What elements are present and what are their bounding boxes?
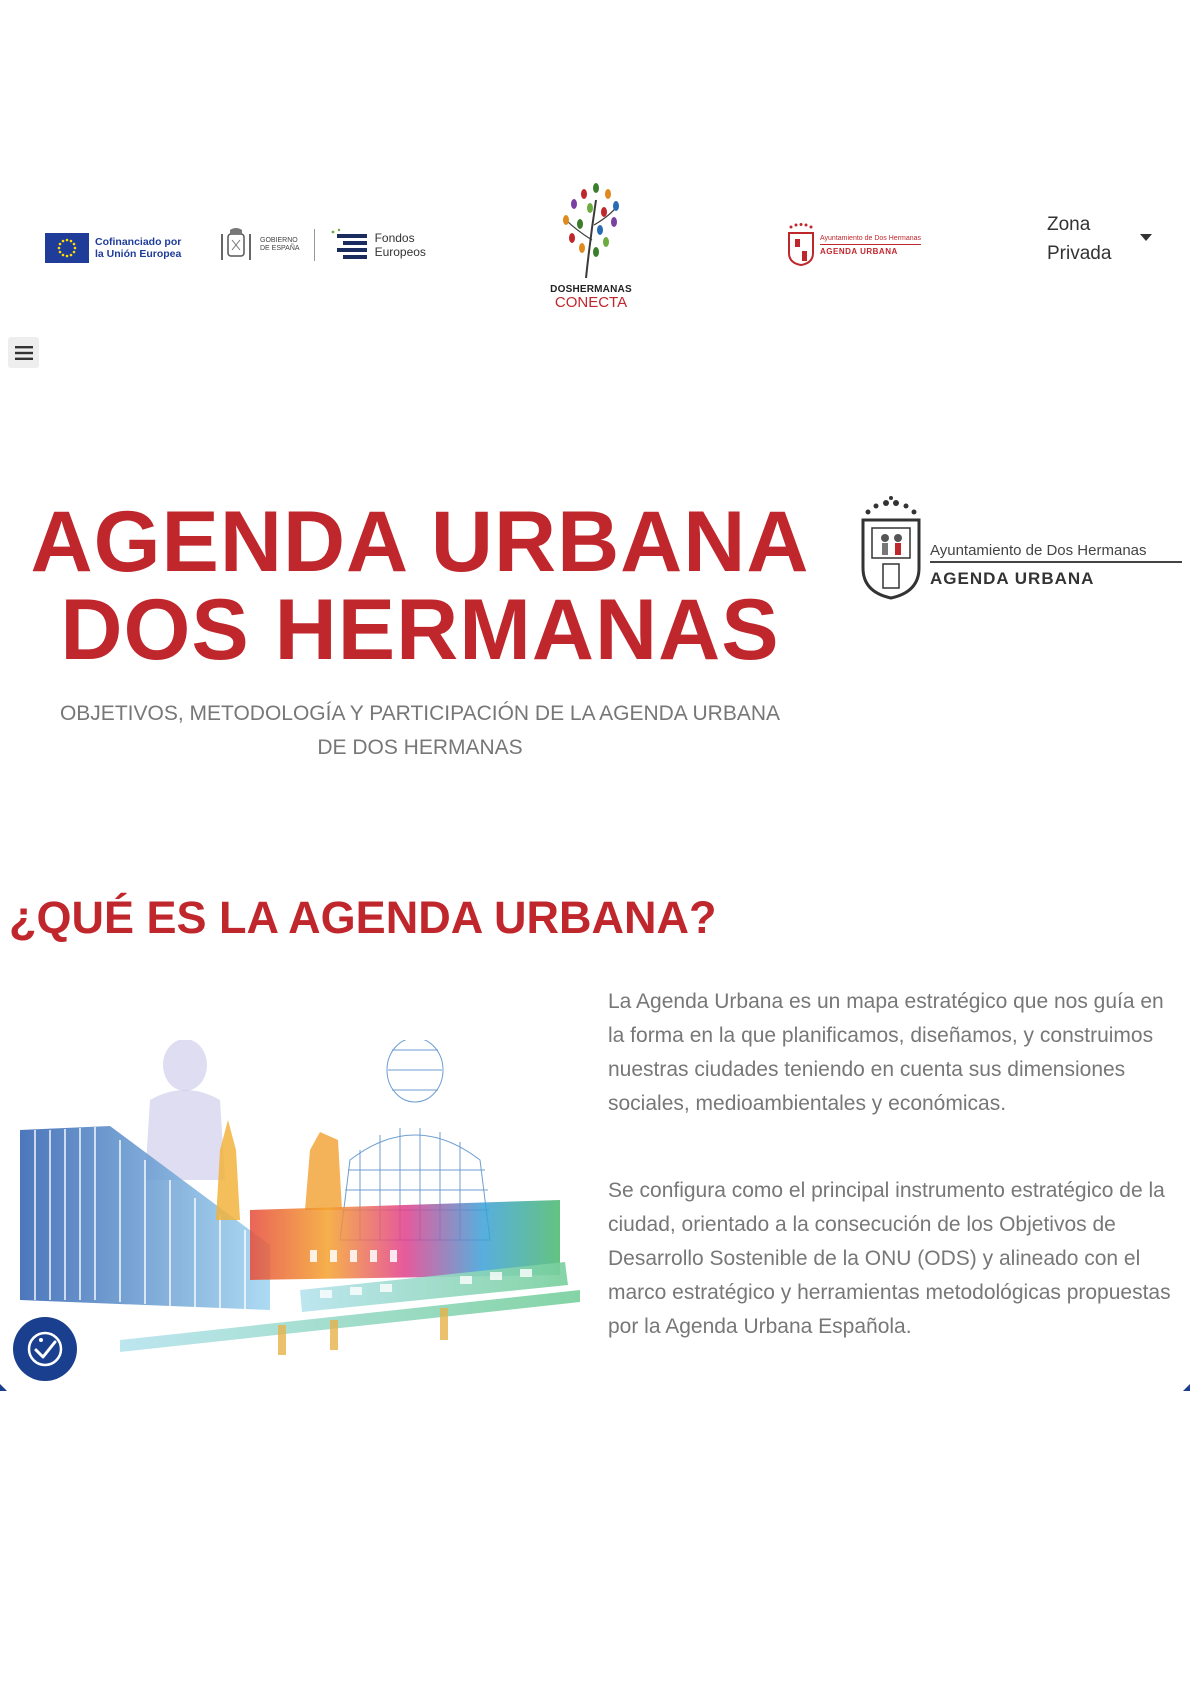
fondos-europeos-icon (329, 228, 369, 262)
conecta-logo-name: DOSHERMANAS (550, 284, 632, 295)
fondos-logo-line1: Fondos (374, 231, 415, 245)
gob-logo-line2: DE ESPAÑA (260, 245, 300, 252)
ayto-large-line2: AGENDA URBANA (930, 569, 1095, 588)
intro-paragraph-1: La Agenda Urbana es un mapa estratégico que nos guía en la forma en la que planificamos, diseñamos, y construimos nuestras ciudades teniendo en cuenta sus dimensiones sociales, medioambientales y económicas. (608, 990, 1164, 1115)
eu-logo-line1: Cofinanciado por (95, 236, 182, 248)
caret-down-icon[interactable] (1140, 234, 1152, 241)
page-title (0, 494, 840, 678)
zona-privada-line1: Zona (1047, 214, 1091, 235)
city-illustration (20, 1040, 585, 1360)
page-title-line1: AGENDA URBANA (30, 494, 810, 590)
page-subtitle-line1: OBJETIVOS, METODOLOGÍA Y PARTICIPACIÓN DE LA AGENDA URBANA (59, 702, 781, 725)
gobierno-fondos-logo (218, 226, 426, 264)
fondos-logo-line2: Europeos (374, 245, 426, 259)
eu-logo-line2: la Unión Europea (95, 248, 182, 260)
conecta-logo-sub: CONECTA (554, 294, 628, 311)
frame-corner-left (0, 1384, 7, 1391)
ayto-small-line1: Ayuntamiento de Dos Hermanas (820, 235, 921, 245)
hamburger-icon (15, 346, 33, 360)
intro-paragraph-2: Se configura como el principal instrumento estratégico de la ciudad, orientado a la consecución de los Objetivos de Desarrollo Sostenible de la ONU (ODS) y alineado con el marco estratégico y herramientas metodológicas propuestas por la Agenda Urbana Española. (608, 1179, 1171, 1338)
ayuntamiento-shield-icon (786, 223, 816, 267)
spain-coat-of-arms-icon (218, 226, 254, 264)
accessibility-check-icon (25, 1329, 65, 1369)
ayto-large-line1: Ayuntamiento de Dos Hermanas (930, 542, 1147, 559)
tree-leaves-icon (556, 180, 626, 280)
ayto-small-line2: AGENDA URBANA (820, 246, 898, 256)
logo-divider (314, 229, 315, 261)
page-subtitle (0, 697, 840, 765)
page-subtitle-line2: DE DOS HERMANAS (317, 736, 523, 759)
zona-privada-line2: Privada (1047, 243, 1112, 264)
section-title: ¿QUÉ ES LA AGENDA URBANA? (9, 892, 717, 943)
zona-privada-menu[interactable] (1047, 210, 1111, 268)
gob-logo-line1: GOBIERNO (260, 237, 298, 244)
frame-corner-right (1183, 1384, 1190, 1391)
ayto-large-divider (930, 561, 1182, 563)
hamburger-menu-button[interactable] (8, 337, 39, 368)
ayuntamiento-agenda-urbana-small-logo[interactable] (786, 223, 921, 267)
eu-cofinanced-logo (45, 233, 181, 263)
eu-flag-icon (45, 233, 89, 263)
doshermanas-conecta-logo[interactable] (540, 180, 642, 310)
accessibility-button[interactable] (13, 1317, 77, 1381)
page-title-line2: DOS HERMANAS (60, 582, 780, 678)
